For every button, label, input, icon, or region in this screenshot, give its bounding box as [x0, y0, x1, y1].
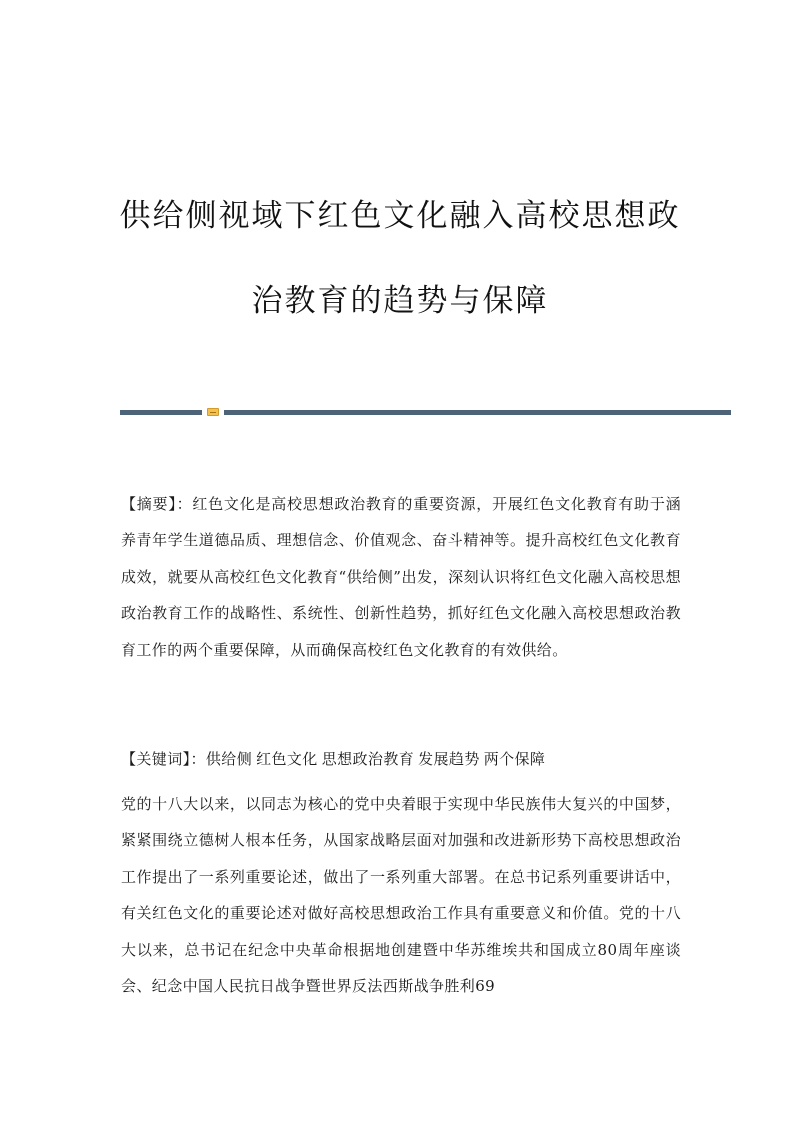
body-paragraph: 党的十八大以来，以同志为核心的党中央着眼于实现中华民族伟大复兴的中国梦，紧紧围绕立德树人根本任务，从国家战略层面对加强和改进新形势下高校思想政治工作提出了一系列重要论述，做出了一系列重大部署。在总书记系列重要讲话中，有关红色文化的重要论述对做好高校思想政治工作具有重要意义和价值。党的十八大以来，总书记在纪念中央革命根据地创建暨中华苏维埃共和国成立80周年座谈会、纪念中国人民抗日战争暨世界反法西斯战争胜利69 — [121, 795, 681, 996]
divider-bar-right — [224, 410, 731, 415]
keyword-item: 思想政治教育 — [321, 750, 415, 768]
document-title-line-2: 治教育的趋势与保障 — [251, 283, 549, 319]
divider-bar-left — [120, 410, 202, 415]
abstract-text: 红色文化是高校思想政治教育的重要资源，开展红色文化教育有助于涵养青年学生道德品质、理想信念、价值观念、奋斗精神等。提升高校红色文化教育成效，就要从高校红色文化教育“供给侧”出发，深刻认识将红色文化融入高校思想政治教育工作的战略性、系统性、创新性趋势，抓好红色文化融入高校思想政治教育工作的两个重要保障，从而确保高校红色文化教育的有效供给。 — [121, 495, 681, 659]
abstract-label: 【摘要】： — [121, 495, 193, 513]
keyword-item: 供给侧 — [205, 750, 253, 768]
keyword-item: 两个保障 — [483, 750, 546, 768]
keyword-item: 发展趋势 — [418, 750, 480, 768]
abstract-paragraph — [121, 486, 681, 668]
title-divider — [120, 408, 731, 416]
divider-ornament-icon — [207, 408, 219, 416]
keywords-paragraph — [121, 741, 681, 777]
document-title-line-1: 供给侧视域下红色文化融入高校思想政 — [119, 198, 681, 234]
keyword-item: 红色文化 — [256, 750, 318, 768]
keywords-label: 【关键词】： — [121, 750, 206, 768]
